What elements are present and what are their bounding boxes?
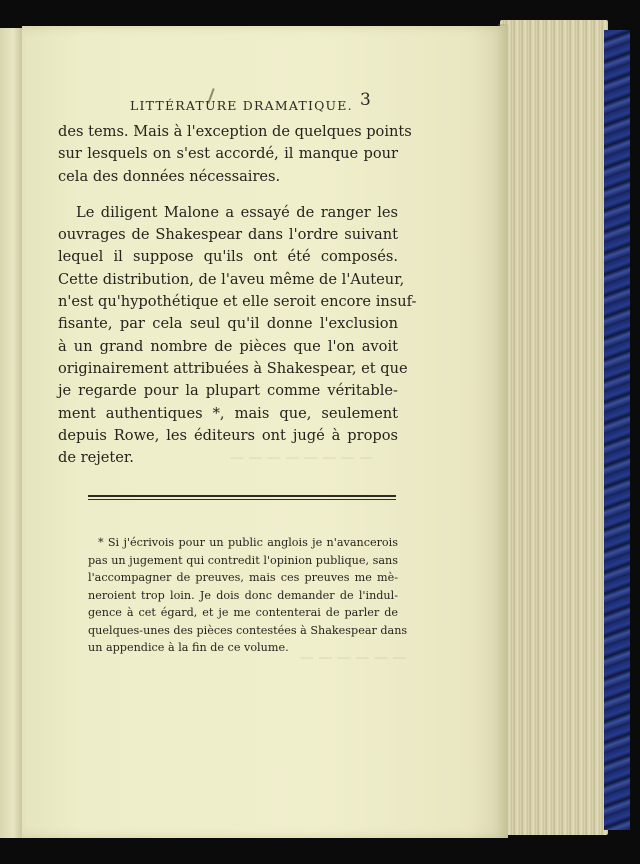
footnote bbox=[88, 534, 408, 657]
marbled-cover bbox=[604, 30, 630, 830]
body-text bbox=[58, 121, 417, 469]
footnote-line: quelques-unes des pièces contestées à Shakespear dans bbox=[88, 623, 408, 637]
text-line: de rejeter. bbox=[58, 449, 134, 467]
text-line: originairement attribuées à Shakespear, et que bbox=[58, 359, 408, 377]
footnote-line: gence à cet égard, et je me contenterai de parler de bbox=[88, 606, 398, 619]
text-line: ouvrages de Shakespear dans l'ordre suivant bbox=[58, 226, 398, 244]
text-line: fisante, par cela seul qu'il donne l'exclusion bbox=[58, 315, 398, 333]
text-line: des tems. Mais à l'exception de quelques points bbox=[58, 123, 412, 140]
text-line: Le diligent Malone a essayé de ranger les bbox=[76, 203, 398, 221]
show-through-text: — — — — — — bbox=[300, 650, 407, 666]
text-line: depuis Rowe, les éditeurs ont jugé à propos bbox=[58, 426, 398, 444]
text-line: sur lesquels on s'est accordé, il manque pour bbox=[58, 145, 398, 163]
page-edges bbox=[500, 20, 608, 835]
text-line: cela des données nécessaires. bbox=[58, 167, 281, 185]
footnote-line: pas un jugement qui contredit l'opinion publique, sans bbox=[88, 553, 398, 567]
text-line: ment authentiques *, mais que, seulement bbox=[58, 404, 398, 422]
text-line: n'est qu'hypothétique et elle seroit encore insuf- bbox=[58, 293, 417, 311]
show-through-text: — — — — — — — — bbox=[230, 450, 374, 466]
left-page-edge bbox=[0, 28, 23, 838]
footnote-line: un appendice à la fin de ce volume. bbox=[88, 641, 289, 654]
text-line: je regarde pour la plupart comme véritable- bbox=[58, 382, 398, 400]
running-title: LITTÉRATURE DRAMATIQUE. bbox=[130, 98, 353, 113]
footnote-line: l'accompagner de preuves, mais ces preuves me mè- bbox=[88, 571, 398, 584]
text-line: à un grand nombre de pièces que l'on avoit bbox=[58, 337, 398, 355]
footnote-line: neroient trop loin. Je dois donc demander de l'indul- bbox=[88, 588, 398, 602]
text-line: Cette distribution, de l'aveu même de l'Auteur, bbox=[58, 270, 405, 288]
page-number: 3 bbox=[360, 90, 371, 110]
footnote-rule bbox=[88, 495, 396, 500]
footnote-line: * Si j'écrivois pour un public anglois je n'avancerois bbox=[98, 536, 398, 549]
text-line: lequel il suppose qu'ils ont été composés. bbox=[58, 248, 398, 266]
